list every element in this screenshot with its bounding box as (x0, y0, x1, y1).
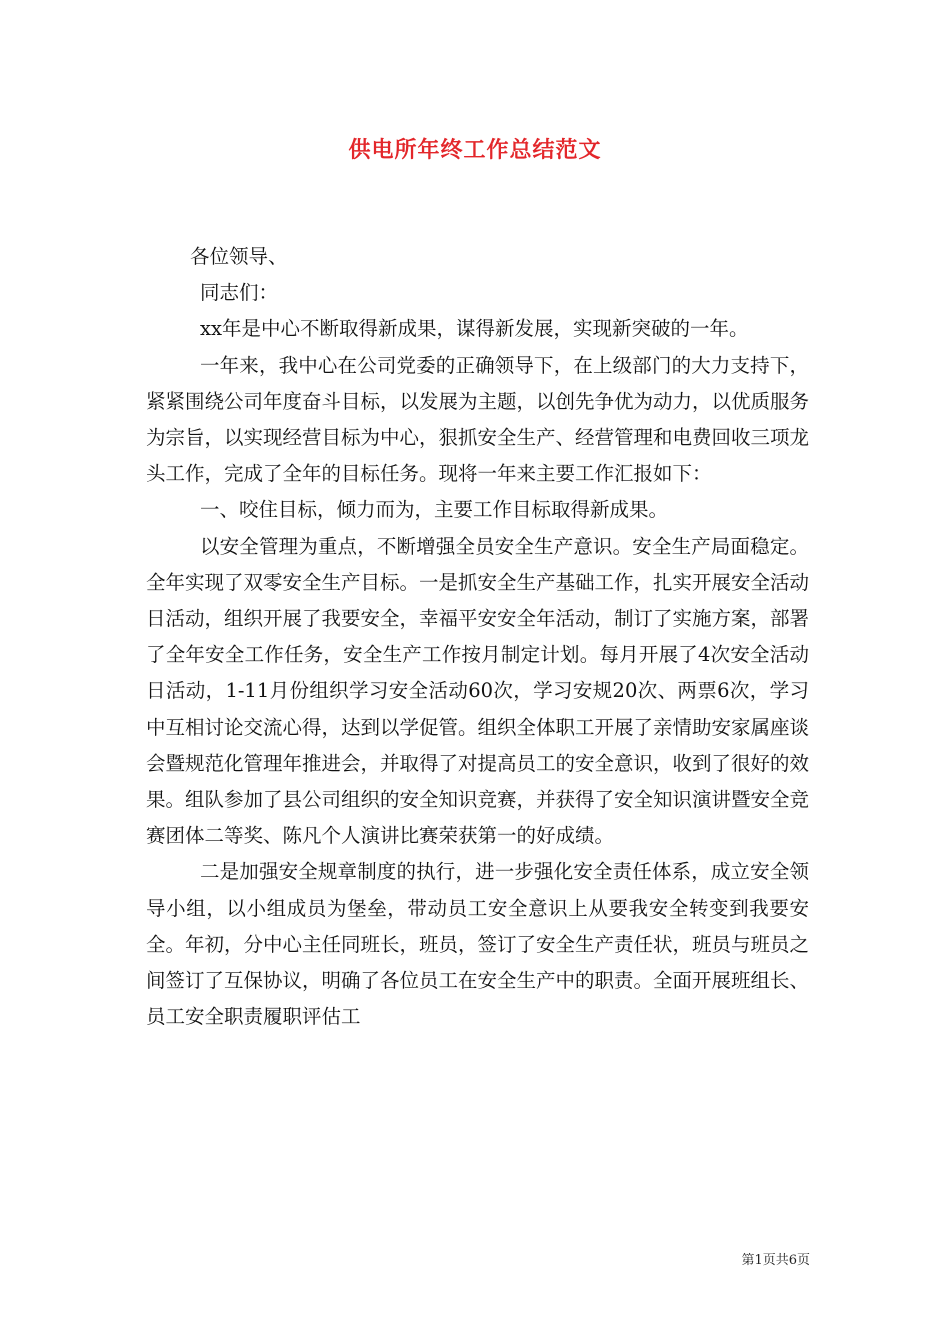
document-body (146, 239, 809, 1035)
document-title: 供电所年终工作总结范文 (348, 137, 602, 163)
paragraph-safety-rules: 二是加强安全规章制度的执行，进一步强化安全责任体系，成立安全领导小组，以小组成员为堡垒，带动员工安全意识上从要我安全转变到我要安全。年初，分中心主任同班长，班员，签订了安全生产责任状，班员与班员之间签订了互保协议，明确了各位员工在安全生产中的职责。全面开展班组长、员工安全职责履职评估工 (146, 860, 810, 1029)
salutation-comrades: 同志们： (200, 281, 279, 305)
paragraph-overview: 一年来，我中心在公司党委的正确领导下，在上级部门的大力支持下，紧紧围绕公司年度奋斗目标，以发展为主题，以创先争优为动力，以优质服务为宗旨，以实现经营目标为中心，狠抓安全生产、经营管理和电费回收三项龙头工作，完成了全年的目标任务。现将一年来主要工作汇报如下： (146, 353, 810, 486)
paragraph-safety-management: 以安全管理为重点，不断增强全员安全生产意识。安全生产局面稳定。全年实现了双零安全生产目标。一是抓安全生产基础工作，扎实开展安全活动日活动，组织开展了我要安全，幸福平安安全年活动，制订了实施方案，部署了全年安全工作任务，安全生产工作按月制定计划。每月开展了4次安全活动日活动，1-11月份组织学习安全活动60次，学习安规20次、两票6次，学习中互相讨论交流心得，达到以学促管。组织全体职工开展了亲情助安家属座谈会暨规范化管理年推进会，并取得了对提高员工的安全意识，收到了很好的效果。组队参加了县公司组织的安全知识竞赛，并获得了安全知识演讲暨安全竞赛团体二等奖、陈凡个人演讲比赛荣获第一的好成绩。 (146, 534, 810, 848)
section-heading-one: 一、咬住目标，倾力而为，主要工作目标取得新成果。 (200, 498, 669, 522)
paragraph-intro: xx年是中心不断取得新成果，谋得新发展，实现新突破的一年。 (200, 317, 749, 341)
salutation-leaders: 各位领导、 (190, 245, 288, 268)
page-number: 第1页共6页 (741, 1253, 810, 1268)
